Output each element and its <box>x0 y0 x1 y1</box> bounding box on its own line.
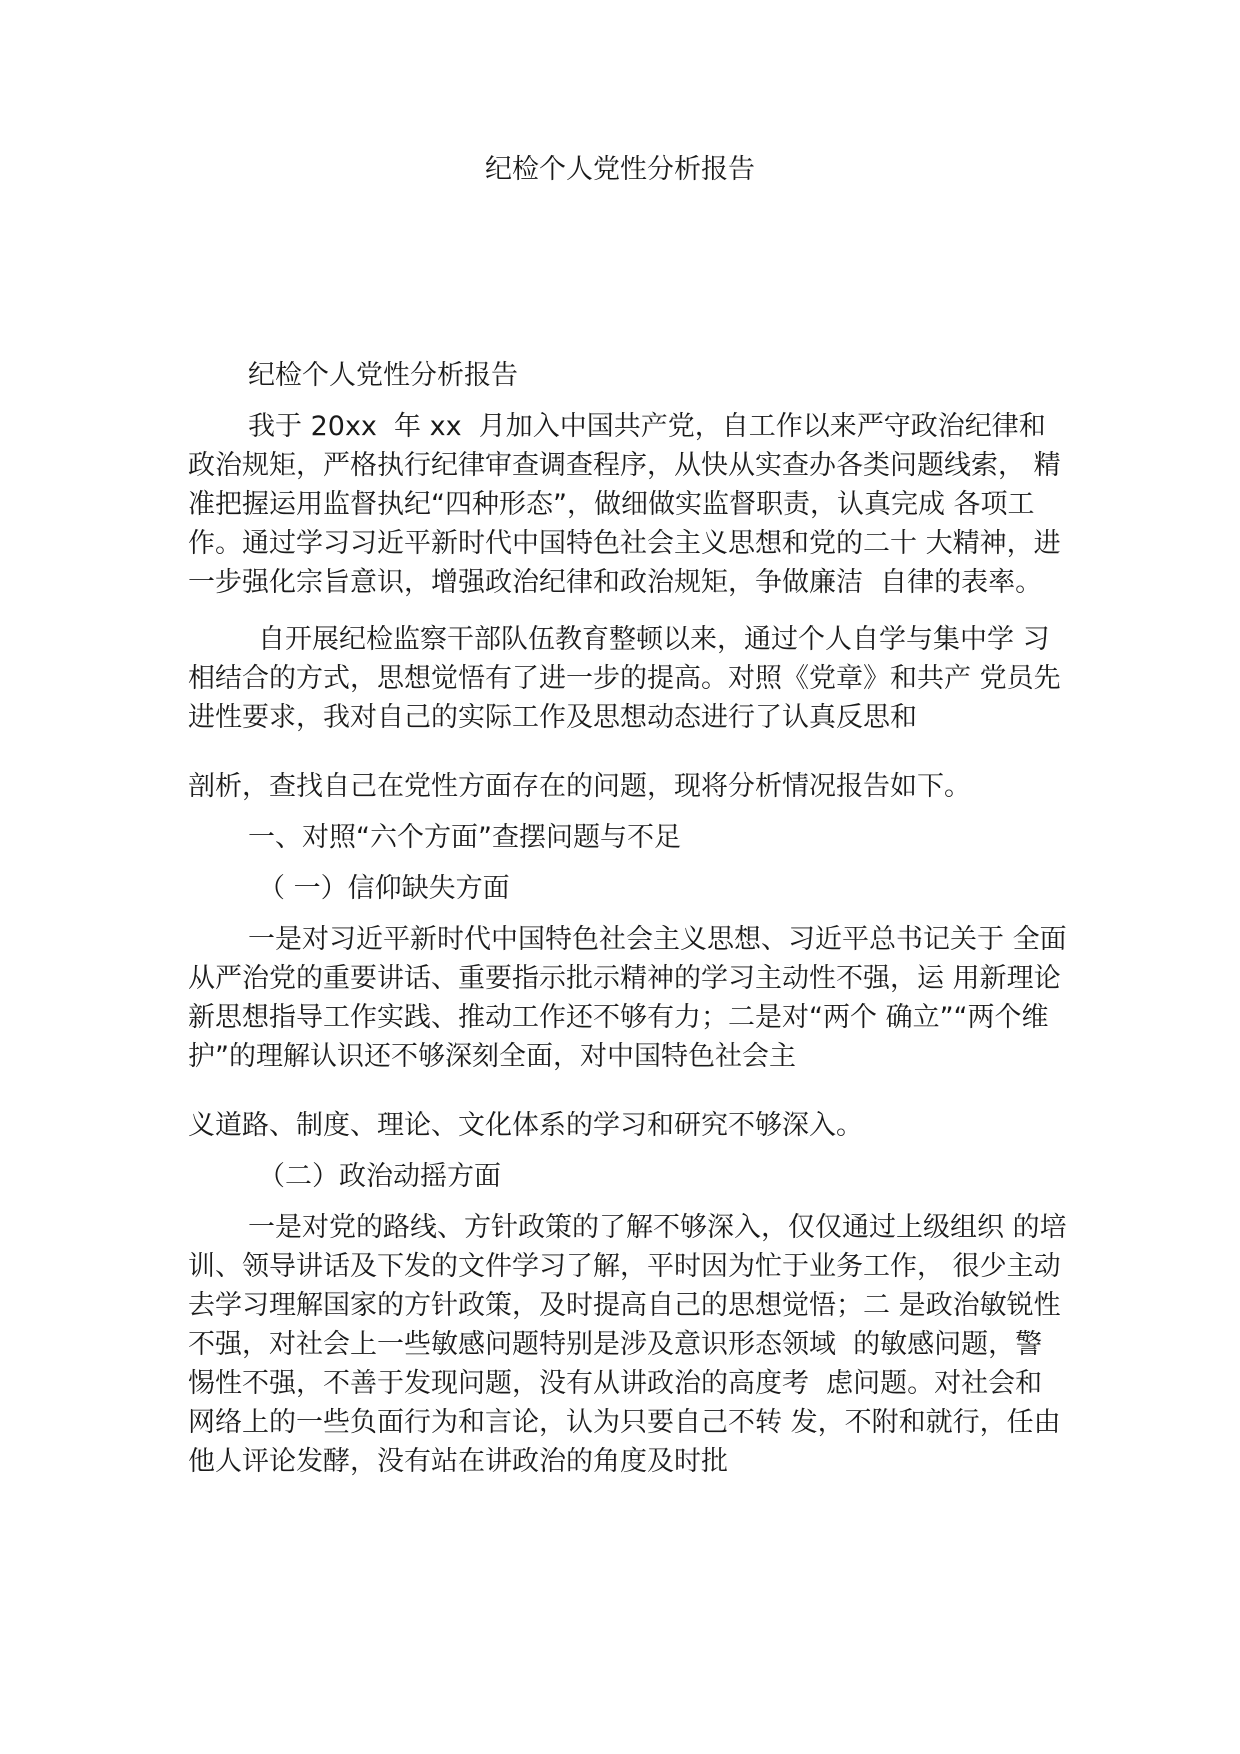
paragraph-political: 一是对党的路线、方针政策的了解不够深入，仅仅通过上级组织 的培训、领导讲话及下发的文件学习了解，平时因为忙于业务工作， 很少主动去学习理解国家的方针政策，及时提高自己的思想觉悟；二 是政治敏锐性不强，对社会上一些敏感问题特别是涉及意识形态领域 的敏感问题，警惕性不强，不善于发现问题，没有从讲政治的高度考 虑问题。对社会和网络上的一些负面行为和言论，认为只要自己不转 发，不附和就行，任由他人评论发酵，没有站在讲政治的角度及时批 <box>188 1212 1067 1477</box>
document-body <box>188 356 1068 1481</box>
body-heading: 纪检个人党性分析报告 <box>248 360 518 391</box>
paragraph-belief: 一是对习近平新时代中国特色社会主义思想、习近平总书记关于 全面从严治党的重要讲话、重要指示批示精神的学习主动性不强，运 用新理论新思想指导工作实践、推动工作还不够有力；二是对“两个 确立”“两个维护”的理解认识还不够深刻全面，对中国特色社会主 <box>188 924 1067 1072</box>
paragraph-education: 自开展纪检监察干部队伍教育整顿以来，通过个人自学与集中学 习相结合的方式，思想觉悟有了进一步的提高。对照《党章》和共产 党员先进性要求，我对自己的实际工作及思想动态进行了认真反思和 <box>188 624 1061 733</box>
subsection-heading-2: （二）政治动摇方面 <box>258 1161 501 1192</box>
paragraph-belief-cont: 义道路、制度、理论、文化体系的学习和研究不够深入。 <box>188 1110 863 1141</box>
section-heading-1: 一、对照“六个方面”查摆问题与不足 <box>248 822 681 853</box>
subsection-heading-1: （ 一）信仰缺失方面 <box>258 873 510 904</box>
paragraph-intro: 我于 20xx 年 xx 月加入中国共产党，自工作以来严守政治纪律和 政治规矩，严格执行纪律审查调查程序，从快从实查办各类问题线索， 精准把握运用监督执纪“四种形态”，做细做实监督职责，认真完成 各项工作。通过学习习近平新时代中国特色社会主义思想和党的二十 大精神，进一步强化宗旨意识，增强政治纪律和政治规矩，争做廉洁 自律的表率。 <box>188 411 1061 598</box>
document-title: 纪检个人党性分析报告 <box>485 154 755 185</box>
paragraph-analysis: 剖析，查找自己在党性方面存在的问题，现将分析情况报告如下。 <box>188 771 971 802</box>
